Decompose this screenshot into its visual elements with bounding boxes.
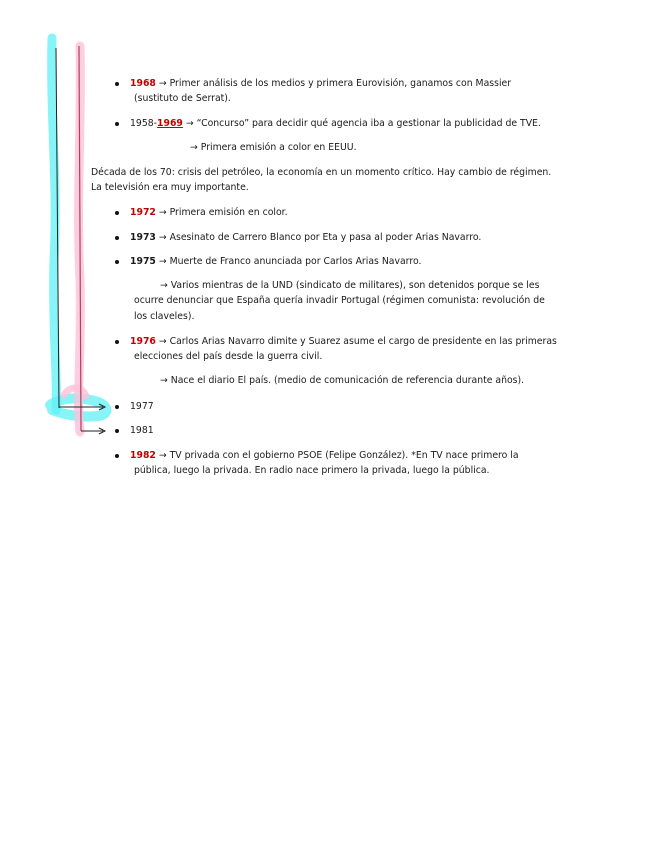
bullet	[115, 454, 119, 458]
item-text: Primera emisión a color en EEUU.	[197, 142, 357, 153]
list-item-1977: 1977	[130, 401, 154, 412]
arrow-icon: →	[185, 118, 194, 129]
year-1968: 1968	[130, 78, 156, 89]
item-text: Varios mientras de la UND (sindicato de militares), son detenidos porque se les	[167, 280, 540, 291]
bullet	[115, 340, 119, 344]
bullet	[115, 405, 119, 409]
bullet	[115, 122, 119, 126]
arrow-1981-head	[99, 428, 105, 434]
bullet	[115, 236, 119, 240]
item-text: Nace el diario El país. (medio de comunicación de referencia durante años).	[167, 375, 525, 386]
arrow-icon: →	[158, 450, 167, 461]
list-item-1982	[130, 449, 519, 463]
pink-highlight-curl	[64, 388, 86, 396]
timeline-line-right	[79, 46, 81, 431]
list-item-1981: 1981	[130, 425, 154, 436]
bullet	[115, 82, 119, 86]
list-item-1973	[130, 231, 481, 245]
item-text: “Concurso” para decidir qué agencia iba a gestionar la publicidad de TVE.	[193, 118, 541, 129]
list-item-1972	[130, 206, 288, 220]
list-item-1975	[130, 255, 421, 269]
year-1982: 1982	[130, 450, 156, 461]
list-item-1976	[130, 335, 557, 349]
list-item-1982-cont: pública, luego la privada. En radio nace primero la privada, luego la pública.	[134, 465, 490, 476]
arrow-icon: →	[158, 336, 167, 347]
arrow-icon: →	[190, 142, 198, 153]
timeline-line-left	[56, 48, 59, 408]
arrow-icon: →	[158, 207, 167, 218]
list-item-1976-cont: elecciones del país desde la guerra civil.	[134, 351, 323, 362]
list-item-1969	[130, 117, 541, 131]
arrow-icon: →	[160, 375, 168, 386]
item-text: Primera emisión en color.	[166, 207, 288, 218]
pink-highlight-stroke	[79, 46, 81, 432]
item-text: Primer análisis de los medios y primera Eurovisión, ganamos con Massier	[166, 78, 512, 89]
year-1972: 1972	[130, 207, 156, 218]
bullet	[115, 211, 119, 215]
cyan-highlight-stroke	[52, 38, 57, 410]
item-text: Muerte de Franco anunciada por Carlos Arias Navarro.	[166, 256, 422, 267]
paragraph-decade-70: Década de los 70: crisis del petróleo, la economía en un momento crítico. Hay cambio de régimen.	[91, 167, 552, 178]
year-1973: 1973	[130, 232, 156, 243]
item-text: Carlos Arias Navarro dimite y Suarez asume el cargo de presidente en las primeras	[166, 336, 557, 347]
bullet	[115, 260, 119, 264]
arrow-icon: →	[160, 280, 168, 291]
arrow-icon: →	[158, 78, 167, 89]
arrow-icon: →	[158, 256, 167, 267]
paragraph-decade-70-cont: La televisión era muy importante.	[91, 182, 249, 193]
sub-item-1975	[160, 279, 539, 293]
item-text: TV privada con el gobierno PSOE (Felipe González). *En TV nace primero la	[166, 450, 519, 461]
sub-item-1969	[190, 141, 357, 155]
bullet	[115, 429, 119, 433]
sub-item-1975-cont: ocurre denunciar que España quería invadir Portugal (régimen comunista: revolución de	[134, 295, 545, 306]
sub-item-1976	[160, 374, 524, 388]
year-1969: 1969	[157, 118, 183, 129]
year-prefix: 1958-	[130, 118, 158, 129]
arrow-1977-head	[99, 404, 105, 410]
year-1975: 1975	[130, 256, 156, 267]
sub-item-1975-cont2: los claveles).	[134, 311, 195, 322]
list-item-1968-cont: (sustituto de Serrat).	[134, 93, 231, 104]
year-1976: 1976	[130, 336, 156, 347]
list-item-1968	[130, 77, 511, 91]
item-text: Asesinato de Carrero Blanco por Eta y pasa al poder Arias Navarro.	[166, 232, 482, 243]
cyan-highlight-bottom	[50, 398, 106, 416]
arrow-icon: →	[158, 232, 167, 243]
